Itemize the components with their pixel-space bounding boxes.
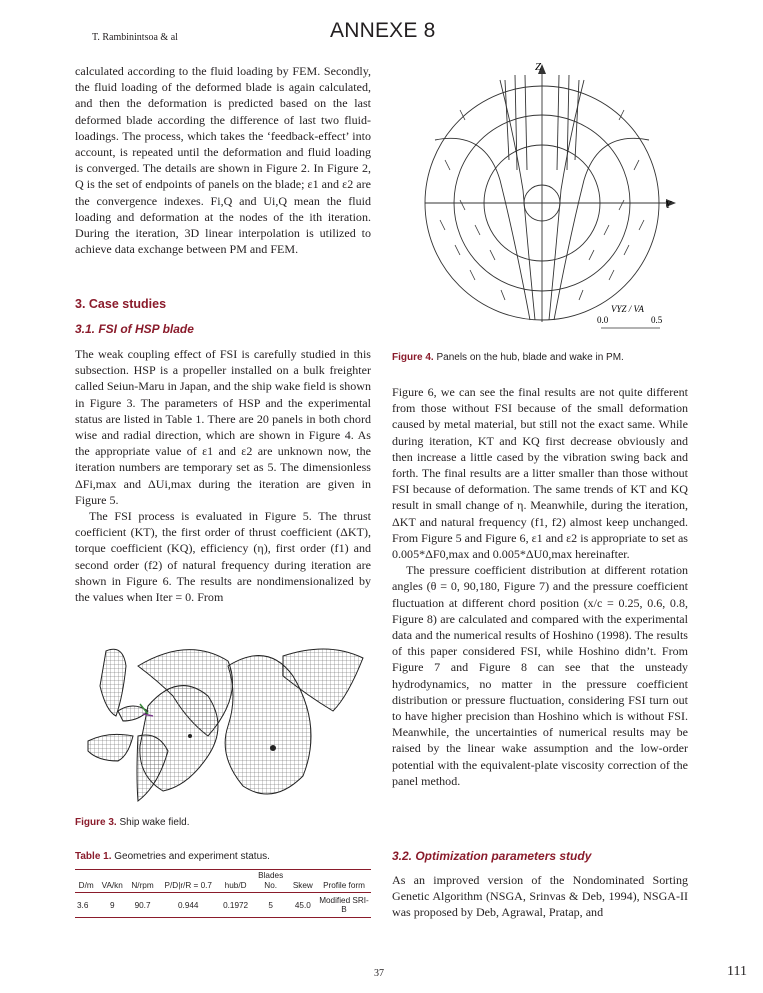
figure-3-caption: [75, 817, 190, 828]
running-head-authors: T. Rambinintsoa & al: [92, 32, 178, 43]
table-header-cell: hub/D: [224, 881, 247, 890]
right-column-nsga: [392, 872, 688, 921]
page-number: 37: [374, 968, 384, 979]
annexe-title: ANNEXE 8: [330, 19, 436, 42]
paragraph-intro: calculated according to the fluid loading by FEM. Secondly, the fluid loading of the deformed blade is again calculated, and then the deformation is predicted based on the last deformed blade according the difference of last two fluid-loadings. The process, which takes the ‘feedback-effect’ into account, is repeated until the deformation and fluid loading is converged. The details are shown in Figure 2. In Figure 2, Q is the set of endpoints of panels on the blade; ε1 and ε2 are the convergence indexes. Fi,Q and Ui,Q mean the fluid loading and deformation at the nodes of the ith iteration. During the iteration, 3D linear interpolation is utilized to achieve data exchange between PM and FEM.: [75, 64, 371, 257]
paragraph-weak-coupling: The weak coupling effect of FSI is carefully studied in this subsection. HSP is a propeller installed on a bulk freighter called Seiun-Maru in Japan, and the ship wake field is shown in Figure 3. The parameters of HSP and the experimental status are listed in Table 1. There are 20 panels in both chord wise and radial direction, which are shown in Figure 4. As the appropriate value of ε1 and ε2 are unknown now, the iteration numbers are temporary set as 5. The dimensionless ΔFi,max and ΔUi,max during the iteration are given in Figure 5.: [75, 347, 371, 507]
table-1-container: [75, 869, 371, 918]
table-row: [75, 893, 371, 918]
subsection-heading-fsi-hsp: 3.1. FSI of HSP blade: [75, 322, 194, 336]
scale-label: VYZ / VA: [611, 304, 644, 314]
table-header-cell: Profile form: [323, 881, 365, 890]
figure-3-caption-text: Ship wake field.: [119, 817, 190, 828]
section-heading-case-studies: 3. Case studies: [75, 297, 167, 311]
table-header-cell: N/rpm: [131, 881, 154, 890]
table-cell: 45.0: [294, 900, 311, 910]
figure-4-caption-text: Panels on the hub, blade and wake in PM.: [436, 352, 624, 363]
axis-y-label: Y: [665, 199, 672, 211]
scale-min: 0.0: [597, 315, 609, 325]
subsection-heading-optimization: 3.2. Optimization parameters study: [392, 849, 592, 863]
left-column-intro: [75, 63, 371, 257]
figure-4-panels-diagram: [405, 60, 680, 335]
table-1-geometries: [75, 869, 371, 918]
table-1-caption: [75, 851, 270, 862]
paragraph-nsga: As an improved version of the Nondominated Sorting Genetic Algorithm (NSGA, Srinvas & Deb, 1994), NSGA-II was proposed by Deb, Agrawal, Pratap, and: [392, 873, 688, 920]
propeller-wireframe-illustration: [78, 636, 373, 806]
paragraph-pressure-coefficient: The pressure coefficient distribution at different rotation angles (θ = 0, 90,180, Figure 7) and the pressure coefficient fluctuation at different chord position (x/c = 0.25, 0.6, 0.8, Figure 8) are calculated and compared with the experimental data and the numerical results of Hoshino (1998). The results of this paper considered FSI, while Hoshino didn’t. From Figure 7 and Figure 8 can see that the unsteady hydrodynamics, no matter in the pressure coefficient distribution or pressure fluctuation, considering FSI turn out to have higher precision than Hoshino which is without FSI. Meanwhile, the uncertainties of numerical results may be raised by the linear wake assumption and the low-order potential with the equivalent-plate viscosity correction of the panel method.: [392, 563, 688, 788]
right-column-body: [392, 384, 688, 789]
figure-4-caption: [392, 352, 624, 363]
figure-3-label: Figure 3.: [75, 817, 117, 828]
axis-z-label: Z: [535, 61, 542, 73]
table-cell: 3.6: [77, 900, 89, 910]
scale-max: 0.5: [651, 315, 663, 325]
table-cell: 5: [268, 900, 273, 910]
table-cell: 9: [109, 900, 115, 910]
paragraph-fsi-process: The FSI process is evaluated in Figure 5. The thrust coefficient (KT), the first order of thrust coefficient (ΔKT), torque coefficient (KQ), efficiency (η), first order (f1) and second order (f2) of natural frequency during iteration are shown in Figure 6. The results are nondimensionalized by the values when Iter = 0. From: [75, 509, 371, 605]
table-header-cell: P/D|r/R = 0.7: [164, 881, 212, 890]
table-header-cell: VA/kn: [101, 881, 123, 890]
paragraph-final-results: Figure 6, we can see the final results are not quite different from those without FSI because of the small deformation caused by metal material, but still not the exact same. While during iteration, KT and KQ first decrease obviously and then increase a little cased by the vibration swing back and forth. The final results are a litter smaller than those without FSI because of deformation. The same trends of KT and KQ result in small change of η. Meanwhile, during the iteration, ΔKT and natural frequency (f1, f2) almost keep unchanged. From Figure 5 and Figure 6, ε1 and ε2 is appropriate to set as 0.005*ΔF0,max and 0.005*ΔU0,max hereinafter.: [392, 385, 688, 562]
table-header-row: [75, 870, 371, 893]
table-cell: Modified SRI-B: [319, 896, 369, 914]
left-column-body: [75, 346, 371, 605]
table-header-cell: Blades No.: [258, 871, 284, 890]
table-1-caption-text: Geometries and experiment status.: [114, 851, 270, 862]
figure-3-ship-wake-image: [78, 636, 373, 806]
table-cell: 0.944: [178, 900, 199, 910]
table-cell: 0.1972: [223, 900, 249, 910]
annexe-page-number: 111: [727, 964, 747, 979]
wake-field-diagram: [405, 60, 680, 335]
table-header-cell: Skew: [292, 881, 313, 890]
table-header-cell: D/m: [78, 881, 94, 890]
table-1-label: Table 1.: [75, 851, 112, 862]
table-cell: 90.7: [134, 900, 151, 910]
figure-4-label: Figure 4.: [392, 352, 434, 363]
